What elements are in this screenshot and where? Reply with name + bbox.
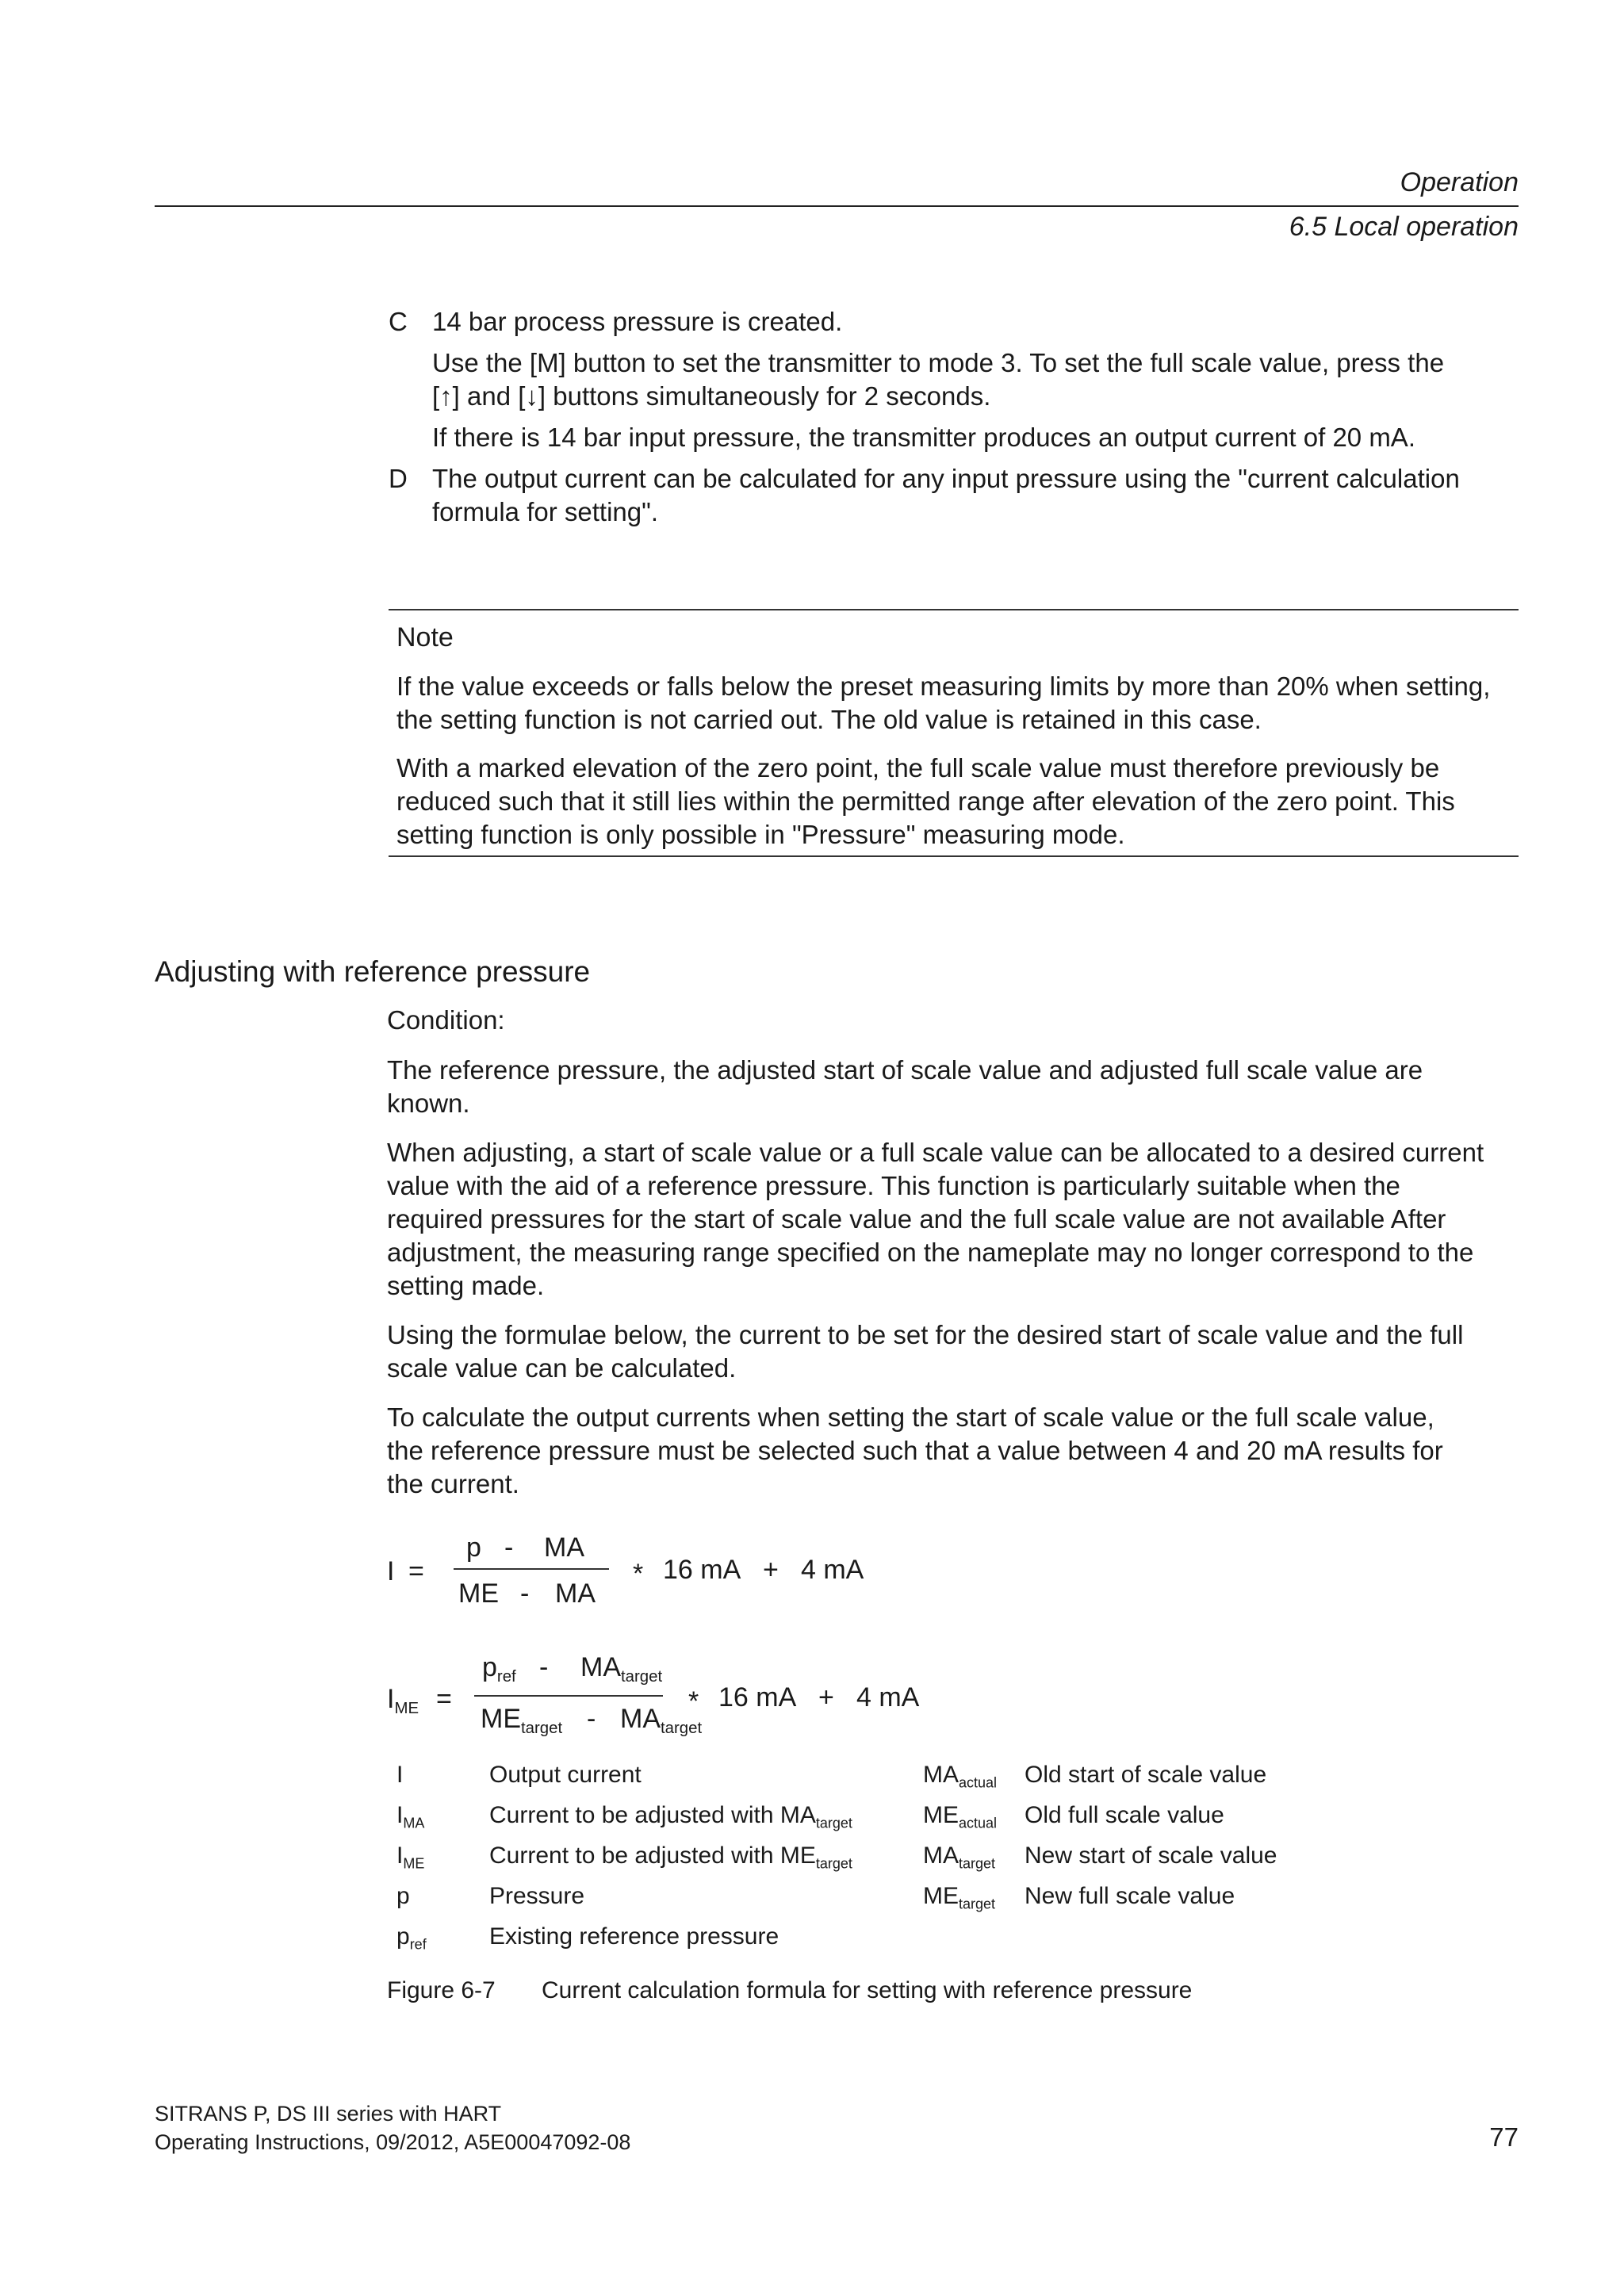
step-c-para2-line2: [↑] and [↓] buttons simultaneously for 2 seconds. xyxy=(432,381,991,411)
legend-symbol-matarget: $MA_{target}$ xyxy=(923,1843,996,1872)
header-section-title: 6.5 Local operation xyxy=(1289,212,1519,242)
formula1-factor: 16 mA xyxy=(663,1555,741,1585)
section-p4-line2: the reference pressure must be selected such that a value between 4 and 20 mA results for xyxy=(387,1436,1443,1465)
legend-symbol-pref: $p_{ref}$ xyxy=(396,1923,427,1953)
note-p2-line2: reduced such that it still lies within the permitted range after elevation of the zero point. This xyxy=(396,786,1455,816)
step-c-para3: If there is 14 bar input pressure, the transmitter produces an output current of 20 mA. xyxy=(432,423,1415,452)
note-top-rule xyxy=(389,609,1519,610)
header-chapter-title: Operation xyxy=(1400,167,1519,197)
legend-desc-reference-pressure: Existing reference pressure xyxy=(489,1923,779,1950)
legend-desc-ime: Current to be adjusted with $ME_{target}$ xyxy=(489,1843,852,1872)
section-p4-line1: To calculate the output currents when setting the start of scale value or the full scale value, xyxy=(387,1402,1434,1432)
note-title: Note xyxy=(396,622,454,652)
section-heading: Adjusting with reference pressure xyxy=(155,955,591,988)
legend-symbol-metarget: $ME_{target}$ xyxy=(923,1883,996,1912)
legend-desc-matarget: New start of scale value xyxy=(1025,1843,1277,1869)
step-c-letter: C xyxy=(389,307,408,336)
formula1-den-ma: MA xyxy=(555,1578,596,1609)
section-p1-line1: The reference pressure, the adjusted start of scale value and adjusted full scale value are xyxy=(387,1055,1423,1085)
legend-desc-pressure: Pressure xyxy=(489,1883,585,1909)
header-rule xyxy=(155,205,1519,207)
formula2-den-matarget: $MA_{target}$ xyxy=(620,1704,703,1738)
formula2-lhs: $I_{ME}$ xyxy=(387,1684,419,1718)
section-p2-line3: required pressures for the start of scale value and the full scale value are not available After xyxy=(387,1204,1446,1234)
section-p1-line2: known. xyxy=(387,1089,470,1118)
formula1-lhs: I xyxy=(387,1556,395,1586)
formula2-offset: 4 mA xyxy=(856,1682,920,1712)
section-p3-line2: scale value can be calculated. xyxy=(387,1353,737,1383)
formula1-times: * xyxy=(633,1559,644,1589)
step-d-letter: D xyxy=(389,464,408,493)
formula2-den-metarget: $ME_{target}$ xyxy=(481,1704,563,1738)
legend-symbol-maactual: $MA_{actual}$ xyxy=(923,1762,998,1791)
legend-symbol-p: p xyxy=(396,1883,410,1909)
note-p1-line1: If the value exceeds or falls below the preset measuring limits by more than 20% when setting, xyxy=(396,672,1491,701)
legend-desc-meactual: Old full scale value xyxy=(1025,1802,1224,1828)
formula1-den-minus: - xyxy=(520,1578,530,1609)
formula1-fraction-bar xyxy=(454,1568,609,1570)
formula1-equals: = xyxy=(408,1556,424,1586)
formula1-plus: + xyxy=(763,1555,779,1585)
formula2-times: * xyxy=(688,1686,699,1716)
footer-doc-info: Operating Instructions, 09/2012, A5E00047092-08 xyxy=(155,2130,631,2154)
formula2-fraction-bar xyxy=(474,1695,663,1697)
section-p4-line3: the current. xyxy=(387,1469,519,1498)
formula1-num-minus: - xyxy=(504,1533,514,1563)
formula1-offset: 4 mA xyxy=(801,1555,864,1585)
formula2-num-matarget: $MA_{target}$ xyxy=(580,1652,663,1686)
legend-desc-metarget: New full scale value xyxy=(1025,1883,1235,1909)
section-p2-line5: setting made. xyxy=(387,1271,545,1300)
note-bottom-rule xyxy=(389,855,1519,857)
step-c-text: 14 bar process pressure is created. xyxy=(432,307,843,336)
legend-symbol-i: I xyxy=(396,1762,404,1788)
figure-caption-label: Figure 6-7 xyxy=(387,1977,496,2003)
step-d-line1: The output current can be calculated for any input pressure using the "current calculation xyxy=(432,464,1460,493)
note-p2-line1: With a marked elevation of the zero point, the full scale value must therefore previously be xyxy=(396,753,1440,783)
formula1-den-me: ME xyxy=(458,1578,499,1609)
section-p2-line2: value with the aid of a reference pressure. This function is particularly suitable when the xyxy=(387,1171,1400,1200)
legend-symbol-ime: $I_{ME}$ xyxy=(396,1843,425,1872)
formula2-plus: + xyxy=(818,1682,834,1712)
section-p2-line4: adjustment, the measuring range specified on the nameplate may no longer correspond to the xyxy=(387,1238,1474,1267)
figure-caption-text: Current calculation formula for setting with reference pressure xyxy=(542,1977,1193,2003)
formula2-num-minus: - xyxy=(539,1652,549,1682)
legend-symbol-ima: $I_{MA}$ xyxy=(396,1802,425,1831)
section-p3-line1: Using the formulae below, the current to be set for the desired start of scale value and the full xyxy=(387,1320,1464,1349)
legend-desc-maactual: Old start of scale value xyxy=(1025,1762,1267,1788)
step-d-line2: formula for setting". xyxy=(432,497,658,526)
formula2-den-minus: - xyxy=(587,1704,596,1734)
note-p1-line2: the setting function is not carried out. The old value is retained in this case. xyxy=(396,705,1262,734)
legend-symbol-meactual: $ME_{actual}$ xyxy=(923,1802,998,1831)
step-c-para2-line1: Use the [M] button to set the transmitter to mode 3. To set the full scale value, press the xyxy=(432,348,1445,377)
legend-desc-ima: Current to be adjusted with $MA_{target}$ xyxy=(489,1802,852,1831)
page-number: 77 xyxy=(1489,2122,1519,2152)
formula2-num-pref: $p_{ref}$ xyxy=(482,1652,516,1686)
section-p2-line1: When adjusting, a start of scale value or a full scale value can be allocated to a desired current xyxy=(387,1138,1484,1167)
legend-desc-output-current: Output current xyxy=(489,1762,642,1788)
footer-product: SITRANS P, DS III series with HART xyxy=(155,2102,502,2126)
section-condition: Condition: xyxy=(387,1005,505,1035)
formula2-equals: = xyxy=(436,1684,452,1714)
note-p2-line3: setting function is only possible in "Pressure" measuring mode. xyxy=(396,820,1125,849)
formula1-num-ma: MA xyxy=(544,1533,584,1563)
formula1-num-p: p xyxy=(466,1533,481,1563)
formula2-factor: 16 mA xyxy=(718,1682,797,1712)
